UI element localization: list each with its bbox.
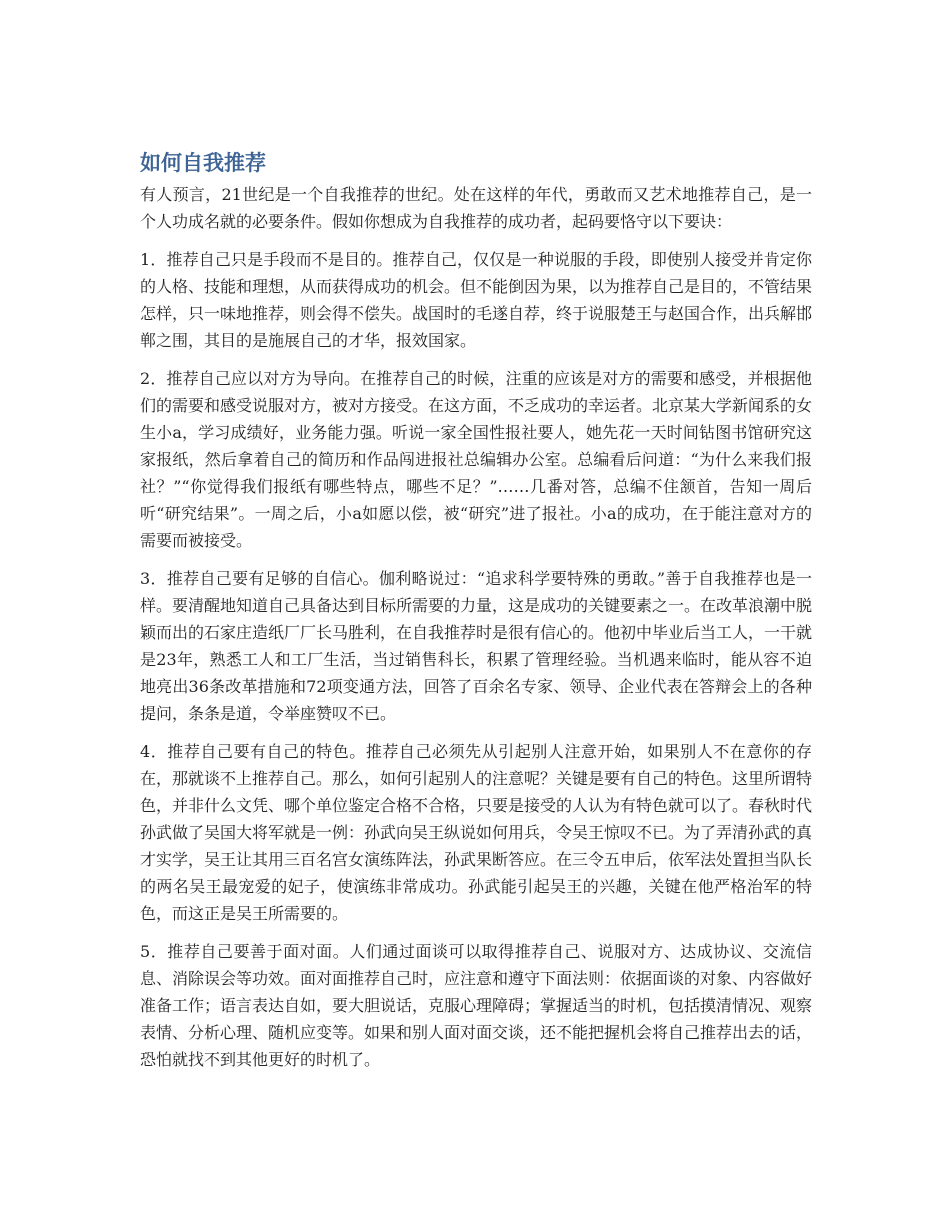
document-body	[140, 148, 812, 1084]
intro-paragraph: 有人预言，21世纪是一个自我推荐的世纪。处在这样的年代，勇敢而又艺术地推荐自己，是一个人功成名就的必要条件。假如你想成为自我推荐的成功者，起码要恪守以下要诀：	[140, 185, 812, 231]
tip-5-paragraph: 5．推荐自己要善于面对面。人们通过面谈可以取得推荐自己、说服对方、达成协议、交流信息、消除误会等功效。面对面推荐自己时，应注意和遵守下面法则：依据面谈的对象、内容做好准备工作；语言表达自如，要大胆说话，克服心理障碍；掌握适当的时机，包括摸清情况、观察表情、分析心理、随机应变等。如果和别人面对面交谈，还不能把握机会将自己推荐出去的话，恐怕就找不到其他更好的时机了。	[140, 942, 813, 1069]
tip-2-paragraph: 2．推荐自己应以对方为导向。在推荐自己的时候，注重的应该是对方的需要和感受，并根据他们的需要和感受说服对方，被对方接受。在这方面，不乏成功的幸运者。北京某大学新闻系的女生小a，学习成绩好，业务能力强。听说一家全国性报社要人，她先花一天时间钻图书馆研究这家报纸，然后拿着自己的简历和作品闯进报社总编辑办公室。总编看后问道：“为什么来我们报社？”“你觉得我们报纸有哪些特点，哪些不足？”……几番对答，总编不住颔首，告知一周后听“研究结果”。一周之后，小a如愿以偿，被“研究”进了报社。小a的成功，在于能注意对方的需要而被接受。	[140, 369, 813, 550]
tip-3-paragraph: 3．推荐自己要有足够的自信心。伽利略说过：“追求科学要特殊的勇敢。”善于自我推荐也是一样。要清醒地知道自己具备达到目标所需要的力量，这是成功的关键要素之一。在改革浪潮中脱颖而出的石家庄造纸厂厂长马胜利，在自我推荐时是很有信心的。他初中毕业后当工人，一干就是23年，熟悉工人和工厂生活，当过销售科长，积累了管理经验。当机遇来临时，能从容不迫地亮出36条改革措施和72项变通方法，回答了百余名专家、领导、企业代表在答辩会上的各种提问，条条是道，令举座赞叹不已。	[140, 569, 813, 723]
tip-1-paragraph: 1．推荐自己只是手段而不是目的。推荐自己，仅仅是一种说服的手段，即使别人接受并肯定你的人格、技能和理想，从而获得成功的机会。但不能倒因为果，以为推荐自己是目的，不管结果怎样，只一味地推荐，则会得不偿失。战国时的毛遂自荐，终于说服楚王与赵国合作，出兵解邯郸之围，其目的是施展自己的才华，报效国家。	[140, 250, 813, 350]
tip-4-paragraph: 4．推荐自己要有自己的特色。推荐自己必须先从引起别人注意开始，如果别人不在意你的存在，那就谈不上推荐自己。那么，如何引起别人的注意呢？关键是要有自己的特色。这里所谓特色，并非什么文凭、哪个单位鉴定合格不合格，只要是接受的人认为有特色就可以了。春秋时代孙武做了吴国大将军就是一例：孙武向吴王纵说如何用兵，令吴王惊叹不已。为了弄清孙武的真才实学，吴王让其用三百名宫女演练阵法，孙武果断答应。在三令五申后，依军法处置担当队长的两名吴王最宠爱的妃子，使演练非常成功。孙武能引起吴王的兴趣，关键在他严格治军的特色，而这正是吴王所需要的。	[140, 742, 813, 923]
document-title: 如何自我推荐	[140, 151, 266, 175]
